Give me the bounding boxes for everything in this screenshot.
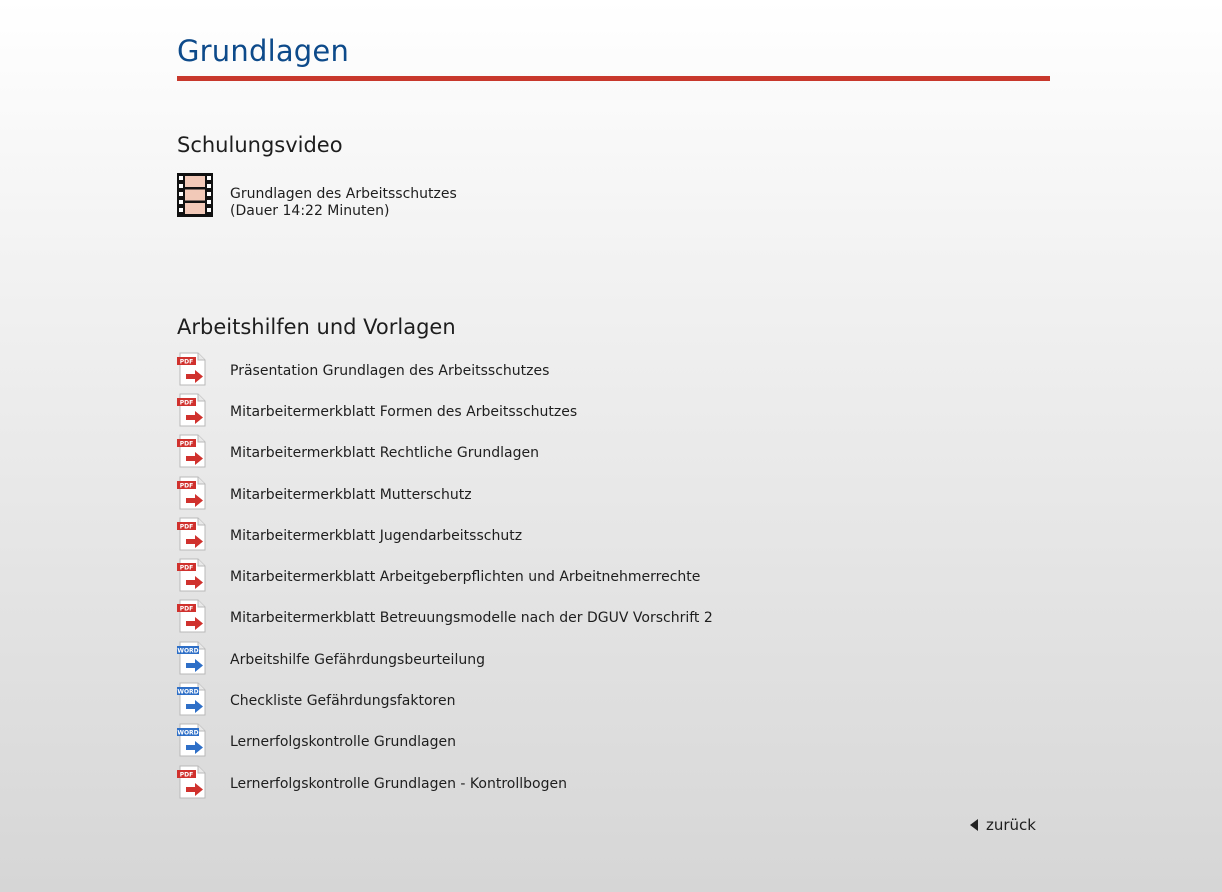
video-duration: (Dauer 14:22 Minuten) bbox=[230, 203, 390, 219]
docs-section-heading: Arbeitshilfen und Vorlagen bbox=[177, 315, 456, 339]
pdf-file-icon bbox=[177, 434, 209, 468]
word-file-icon bbox=[177, 682, 209, 716]
pdf-file-icon bbox=[177, 558, 209, 592]
video-title[interactable]: Grundlagen des Arbeitsschutzes bbox=[230, 186, 457, 202]
file-type-badge: WORD bbox=[177, 647, 199, 655]
file-type-badge: PDF bbox=[179, 605, 194, 613]
file-type-badge: WORD bbox=[177, 688, 199, 696]
file-type-badge: WORD bbox=[177, 729, 199, 737]
document-label: Mitarbeitermerkblatt Mutterschutz bbox=[230, 486, 472, 503]
pdf-file-icon bbox=[177, 352, 209, 386]
pdf-file-icon bbox=[177, 599, 209, 633]
document-item[interactable] bbox=[177, 391, 713, 432]
document-item[interactable] bbox=[177, 350, 713, 391]
back-label: zurück bbox=[986, 816, 1036, 834]
file-type-badge: PDF bbox=[179, 523, 194, 531]
title-divider bbox=[177, 76, 1050, 81]
document-label: Präsentation Grundlagen des Arbeitsschutzes bbox=[230, 362, 550, 379]
file-type-badge: PDF bbox=[179, 399, 194, 407]
document-item[interactable] bbox=[177, 556, 713, 597]
pdf-file-icon bbox=[177, 765, 209, 799]
document-item[interactable] bbox=[177, 680, 713, 721]
caret-left-icon bbox=[970, 819, 978, 831]
file-type-badge: PDF bbox=[179, 564, 194, 572]
film-icon bbox=[177, 173, 213, 217]
file-type-badge: PDF bbox=[179, 482, 194, 490]
video-section-heading: Schulungsvideo bbox=[177, 133, 343, 157]
file-type-badge: PDF bbox=[179, 771, 194, 779]
document-item[interactable] bbox=[177, 722, 713, 763]
document-label: Mitarbeitermerkblatt Jugendarbeitsschutz bbox=[230, 527, 523, 544]
word-file-icon bbox=[177, 641, 209, 675]
video-link[interactable] bbox=[177, 173, 457, 220]
document-item[interactable] bbox=[177, 763, 713, 804]
document-label: Mitarbeitermerkblatt Rechtliche Grundlagen bbox=[230, 445, 539, 462]
file-type-badge: PDF bbox=[179, 358, 194, 366]
back-link[interactable] bbox=[970, 816, 1036, 834]
document-label: Checkliste Gefährdungsfaktoren bbox=[230, 693, 456, 710]
page-title: Grundlagen bbox=[177, 34, 350, 68]
document-label: Mitarbeitermerkblatt Arbeitgeberpflichten und Arbeitnehmerrechte bbox=[230, 569, 701, 586]
document-label: Arbeitshilfe Gefährdungsbeurteilung bbox=[230, 651, 485, 668]
video-info bbox=[230, 186, 457, 220]
document-item[interactable] bbox=[177, 598, 713, 639]
word-file-icon bbox=[177, 723, 209, 757]
document-label: Lernerfolgskontrolle Grundlagen - Kontrollbogen bbox=[230, 775, 567, 792]
document-label: Mitarbeitermerkblatt Formen des Arbeitsschutzes bbox=[230, 403, 578, 420]
pdf-file-icon bbox=[177, 393, 209, 427]
pdf-file-icon bbox=[177, 517, 209, 551]
document-list bbox=[177, 350, 713, 804]
document-item[interactable] bbox=[177, 474, 713, 515]
document-item[interactable] bbox=[177, 639, 713, 680]
document-item[interactable] bbox=[177, 433, 713, 474]
document-label: Mitarbeitermerkblatt Betreuungsmodelle nach der DGUV Vorschrift 2 bbox=[230, 610, 713, 627]
document-label: Lernerfolgskontrolle Grundlagen bbox=[230, 734, 456, 751]
file-type-badge: PDF bbox=[179, 440, 194, 448]
pdf-file-icon bbox=[177, 476, 209, 510]
document-item[interactable] bbox=[177, 515, 713, 556]
